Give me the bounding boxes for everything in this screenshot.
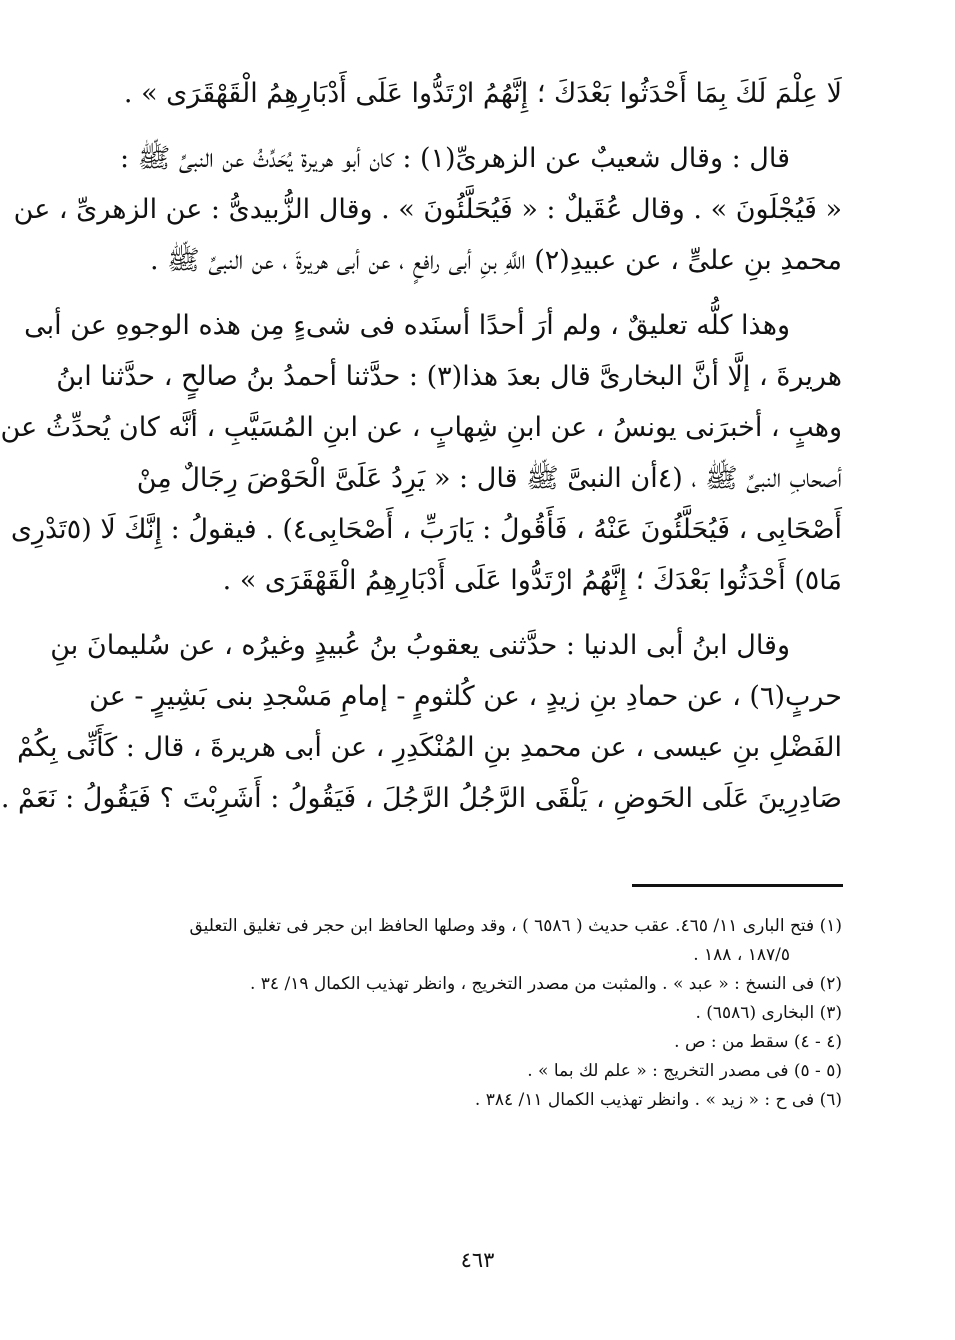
text-line: لَا عِلْمَ لَكَ بِمَا أَحْدَثُوا بَعْدَكَ ؛ إِنَّهُمُ ارْتَدُّوا عَلَى أَدْبَارِهِمُ الْقَهْقَرَى » . [123,78,842,109]
footnotes [130,912,842,1115]
text-line: حربٍ(٦) ، عن حمادِ بنِ زيدٍ ، عن كُلثومٍ - إمامِ مَسْجدِ بنى بَشِيرٍ - عن [89,681,842,712]
footnote: (١) فتح البارى ١١/ ٤٦٥. عقب حديث ( ٦٥٨٦ ) ، وقد وصلها الحافظ ابن حجر فى تغليق التعليق [189,916,842,936]
footnote: (٥ - ٥) فى مصدر التخريج : « علم لك بما » . [527,1061,842,1081]
footnote: ١٨٧/٥ ، ١٨٨ . [693,945,790,965]
footnote-divider [632,884,843,887]
footnote: (٦) فى ح : « زيد » . وانظر تهذيب الكمال ١١/ ٣٨٤ . [474,1090,842,1110]
text-line: وهبٍ ، أخبرَنى يونسُ ، عن ابنِ شِهابٍ ، عن ابنِ المُسَيَّبِ ، أنَّه كان يُحدِّثُ عن [0,412,842,443]
footnote: (٤ - ٤) سقط من : ص . [674,1032,842,1052]
footnote: (٣) البخارى (٦٥٨٦) . [695,1003,842,1023]
text-line: وهذا كلُّه تعليقٌ ، ولم أرَ أحدًا أسنَده فى شىءٍ مِن هذه الوجوهِ عن أبى [24,310,790,341]
footnote: (٢) فى النسخ : « عبد » . والمثبت من مصدر التخريج ، وانظر تهذيب الكمال ١٩/ ٣٤ . [249,974,842,994]
text-line: وقال ابنُ أبى الدنيا : حدَّثنى يعقوبُ بنُ عُبيدٍ وغيرُه ، عن سُليمانَ بنِ [50,630,790,661]
page-number: ٤٦٣ [460,1248,495,1272]
text-line: هريرةَ ، إلَّا أنَّ البخارىَّ قال بعدَ هذا(٣) : حدَّثنا أحمدُ بنُ صالحٍ ، حدَّثنا ابنُ [56,361,842,392]
text-line: الفَضْلِ بنِ عيسى ، عن محمدِ بنِ المُنْكَدِرِ ، عن أبى هريرةَ ، قال : كَأَنِّى بِكُمْ [17,732,842,763]
main-text [0,68,842,824]
text-line: « فَيُجْلَونَ » . وقال عُقَيلٌ : « فَيُحَلَّئُونَ » . وقال الزُّبيدىُّ : عن الزهرىِّ ، عن [13,194,842,225]
text-line: قال : وقال شعيبٌ عن الزهرىِّ(١) : كان أبو هريرة يُحَدِّثُ عن النبىِّ ﷺ : [120,143,790,174]
text-line: محمدِ بنِ علىٍّ ، عن عبيدِ(٢) اللَّهِ بنِ أبى رافعٍ ، عن أبى هريرةَ ، عن النبىِّ ﷺ . [149,245,842,276]
text-line: أصحابِ النبىِّ ﷺ ، (٤أن النبىَّ ﷺ قال : « يَرِدُ عَلَىَّ الْحَوْضَ رِجَالٌ مِنْ [136,463,842,494]
text-line: أَصْحَابِى ، فَيُحَلَّئُونَ عَنْهُ ، فَأَقُولُ : يَارَبِّ ، أَصْحَابِى٤) . فيقولُ : إِنَّكَ لَا (٥تَدْرِى [10,514,842,545]
text-line: صَادِرِينَ عَلَى الحَوضِ ، يَلْقَى الرَّجُلُ الرَّجُلَ ، فَيَقُولُ : أَشَرِبْتَ ؟ فَيَقُولُ : نَعَمْ . [0,783,842,814]
text-line: مَا٥) أَحْدَثُوا بَعْدَكَ ؛ إِنَّهُمُ ارْتَدُّوا عَلَى أَدْبَارِهِمُ الْقَهْقَرَى » . [222,565,842,596]
